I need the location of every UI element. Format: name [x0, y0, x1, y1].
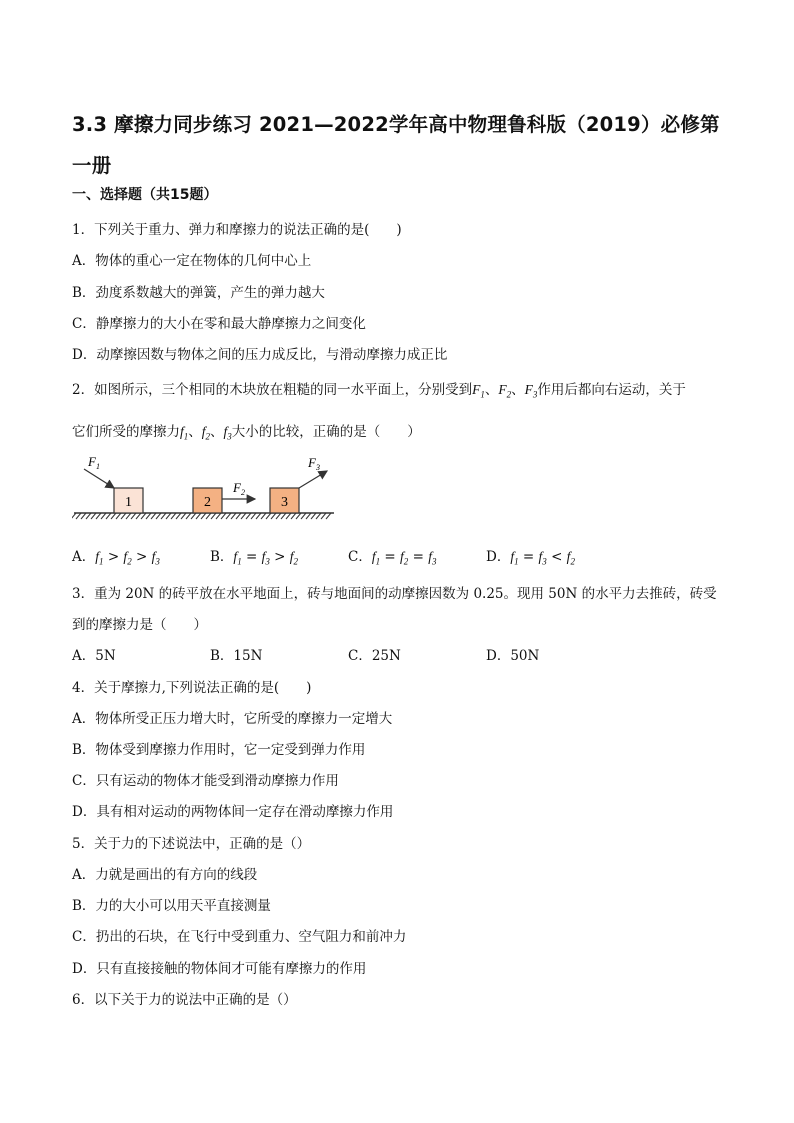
question-3-stem-line1: 3．重为 20N 的砖平放在水平地面上，砖与地面间的动摩擦因数为 0.25。现用 50N 的水平力去推砖，砖受 — [72, 586, 717, 602]
hatch-stroke — [131, 513, 136, 519]
question-5-stem: 5．关于力的下述说法中，正确的是（） — [72, 836, 311, 852]
question-3-option-b: B．15N — [210, 648, 263, 664]
force-f1-label: $F_1$ — [88, 455, 100, 471]
section-heading: 一、选择题（共15题） — [72, 187, 218, 203]
q2-stem-prefix: 2．如图所示，三个相同的木块放在粗糙的同一水平面上，分别受到 — [72, 382, 473, 398]
hatch-stroke — [226, 513, 231, 519]
block-3-label: 3 — [281, 495, 288, 510]
hatch-stroke — [96, 513, 101, 519]
force-f3-label: $F_3$ — [308, 455, 320, 472]
question-5-option-c: C．扔出的石块，在飞行中受到重力、空气阻力和前冲力 — [72, 929, 407, 945]
ground-hatching — [72, 513, 331, 519]
hatch-stroke — [271, 513, 276, 519]
hatch-stroke — [141, 513, 146, 519]
hatch-stroke — [101, 513, 106, 519]
block-1-label: 1 — [125, 495, 132, 510]
question-1-stem: 1．下列关于重力、弹力和摩擦力的说法正确的是( ) — [72, 222, 402, 238]
hatch-stroke — [316, 513, 321, 519]
hatch-stroke — [321, 513, 326, 519]
hatch-stroke — [276, 513, 281, 519]
question-3-option-d: D．50N — [486, 648, 540, 664]
hatch-stroke — [211, 513, 216, 519]
hatch-stroke — [296, 513, 301, 519]
hatch-stroke — [196, 513, 201, 519]
question-5-option-a: A．力就是画出的有方向的线段 — [72, 867, 258, 883]
question-1-option-c: C．静摩擦力的大小在零和最大静摩擦力之间变化 — [72, 316, 366, 332]
hatch-stroke — [161, 513, 166, 519]
hatch-stroke — [246, 513, 251, 519]
question-1-option-b: B．劲度系数越大的弹簧，产生的弹力越大 — [72, 285, 325, 301]
hatch-stroke — [311, 513, 316, 519]
force-f2-symbol: $F_2$ — [498, 382, 512, 400]
hatch-stroke — [181, 513, 186, 519]
friction-f1-symbol: $f_1$ — [180, 424, 189, 442]
hatch-stroke — [151, 513, 156, 519]
question-2-option-b: B．$f_1 = f_3 > f_2$ — [210, 549, 299, 567]
hatch-stroke — [261, 513, 266, 519]
hatch-stroke — [86, 513, 91, 519]
hatch-stroke — [291, 513, 296, 519]
question-4-option-d: D．具有相对运动的两物体间一定存在滑动摩擦力作用 — [72, 804, 394, 820]
hatch-stroke — [221, 513, 226, 519]
question-2-stem-line2: 它们所受的摩擦力$f_1$、$f_2$、$f_3$大小的比较，正确的是（ ） — [72, 424, 421, 442]
question-3-option-c: C．25N — [348, 648, 401, 664]
hatch-stroke — [216, 513, 221, 519]
question-4-option-b: B．物体受到摩擦力作用时，它一定受到弹力作用 — [72, 742, 366, 758]
hatch-stroke — [306, 513, 311, 519]
question-3-option-a: A．5N — [72, 648, 116, 664]
hatch-stroke — [251, 513, 256, 519]
question-2-stem-line1: 2．如图所示，三个相同的木块放在粗糙的同一水平面上，分别受到$F_1$、$F_2$、$F_3$作用后都向右运动，关于 — [72, 382, 686, 400]
hatch-stroke — [286, 513, 291, 519]
force-f1-symbol: $F_1$ — [472, 382, 485, 400]
force-f3-symbol: $F_3$ — [524, 382, 538, 400]
hatch-stroke — [76, 513, 81, 519]
question-4-option-a: A．物体所受正压力增大时，它所受的摩擦力一定增大 — [72, 711, 393, 727]
blocks-diagram — [72, 455, 342, 525]
force-f2-label: $F_2$ — [233, 480, 245, 497]
question-2-option-a: A．$f_1 > f_2 > f_3$ — [72, 549, 160, 567]
hatch-stroke — [281, 513, 286, 519]
hatch-stroke — [231, 513, 236, 519]
hatch-stroke — [91, 513, 96, 519]
question-1-option-d: D．动摩擦因数与物体之间的压力成反比，与滑动摩擦力成正比 — [72, 347, 448, 363]
force-f1-arrow — [84, 469, 114, 488]
hatch-stroke — [166, 513, 171, 519]
question-2-option-c: C．$f_1 = f_2 = f_3$ — [348, 549, 437, 567]
friction-f3-symbol: $f_3$ — [223, 424, 232, 442]
question-5-option-d: D．只有直接接触的物体间才可能有摩擦力的作用 — [72, 961, 367, 977]
question-1-option-a: A．物体的重心一定在物体的几何中心上 — [72, 253, 312, 269]
force-f3-arrow — [299, 471, 327, 488]
question-6-stem: 6．以下关于力的说法中正确的是（） — [72, 992, 297, 1008]
hatch-stroke — [146, 513, 151, 519]
hatch-stroke — [111, 513, 116, 519]
hatch-stroke — [106, 513, 111, 519]
question-4-option-c: C．只有运动的物体才能受到滑动摩擦力作用 — [72, 773, 339, 789]
hatch-stroke — [301, 513, 306, 519]
question-3-stem-line2: 到的摩擦力是（ ） — [72, 617, 207, 633]
hatch-stroke — [81, 513, 86, 519]
hatch-stroke — [176, 513, 181, 519]
friction-f2-symbol: $f_2$ — [201, 424, 211, 442]
hatch-stroke — [186, 513, 191, 519]
hatch-stroke — [266, 513, 271, 519]
hatch-stroke — [116, 513, 121, 519]
hatch-stroke — [156, 513, 161, 519]
question-5-option-b: B．力的大小可以用天平直接测量 — [72, 898, 271, 914]
hatch-stroke — [256, 513, 261, 519]
document-title: 3.3 摩擦力同步练习 2021—2022学年高中物理鲁科版（2019）必修第一册 — [72, 113, 720, 177]
q2-stem-suffix: 作用后都向右运动，关于 — [537, 382, 686, 398]
question-4-stem: 4．关于摩擦力,下列说法正确的是( ) — [72, 680, 312, 696]
block-2-label: 2 — [204, 495, 211, 510]
hatch-stroke — [191, 513, 196, 519]
hatch-stroke — [201, 513, 206, 519]
hatch-stroke — [121, 513, 126, 519]
hatch-stroke — [236, 513, 241, 519]
hatch-stroke — [326, 513, 331, 519]
question-2-option-d: D．$f_1 = f_3 < f_2$ — [486, 549, 575, 567]
hatch-stroke — [171, 513, 176, 519]
hatch-stroke — [72, 513, 76, 519]
hatch-stroke — [206, 513, 211, 519]
hatch-stroke — [241, 513, 246, 519]
hatch-stroke — [126, 513, 131, 519]
hatch-stroke — [136, 513, 141, 519]
